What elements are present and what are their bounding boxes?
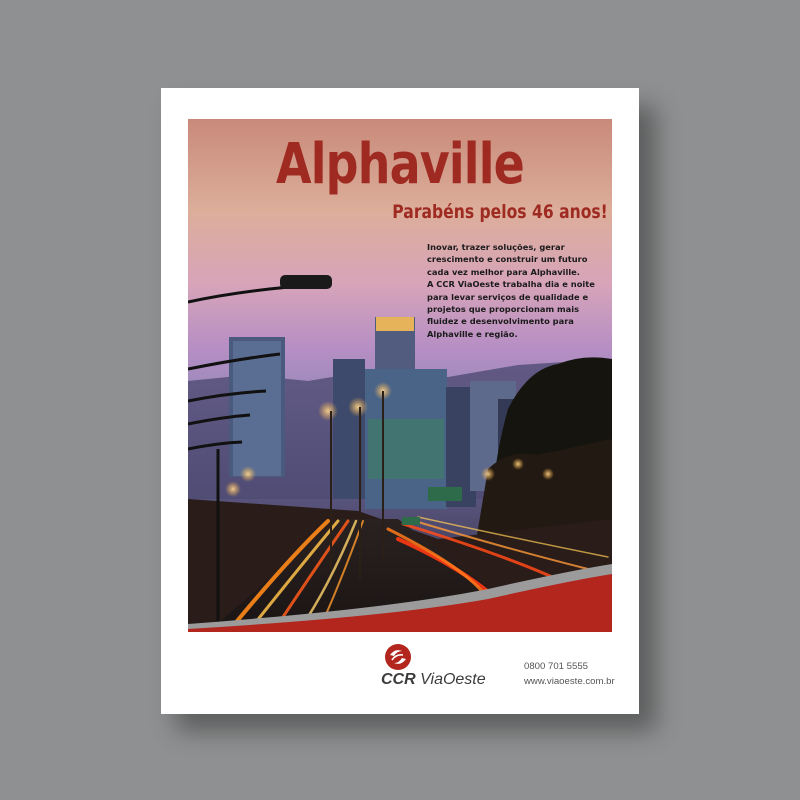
brand-viaoeste: ViaOeste <box>420 671 486 688</box>
body-text <box>427 241 612 340</box>
website-url: www.viaoeste.com.br <box>524 676 615 687</box>
subheadline-text: Parabéns pelos 46 anos! <box>392 201 608 223</box>
body-paragraph-2: A CCR ViaOeste trabalha dia e noite para levar serviços de qualidade e projetos que proporcionam mais fluidez e desenvolvimento para Alphaville e região. <box>427 279 595 339</box>
body-paragraph-1: Inovar, trazer soluções, gerar crescimento e construir um futuro cada vez melhor para Alphaville. <box>427 242 588 277</box>
brand-ccr: CCR <box>381 671 416 688</box>
headline: Alphaville <box>276 132 524 197</box>
ad-page <box>161 88 639 714</box>
ccr-swirl-logo-icon <box>383 642 413 672</box>
subheadline <box>278 201 608 223</box>
phone-number: 0800 701 5555 <box>524 661 589 672</box>
night-highway-photo <box>188 119 612 632</box>
brand-name <box>381 671 486 689</box>
